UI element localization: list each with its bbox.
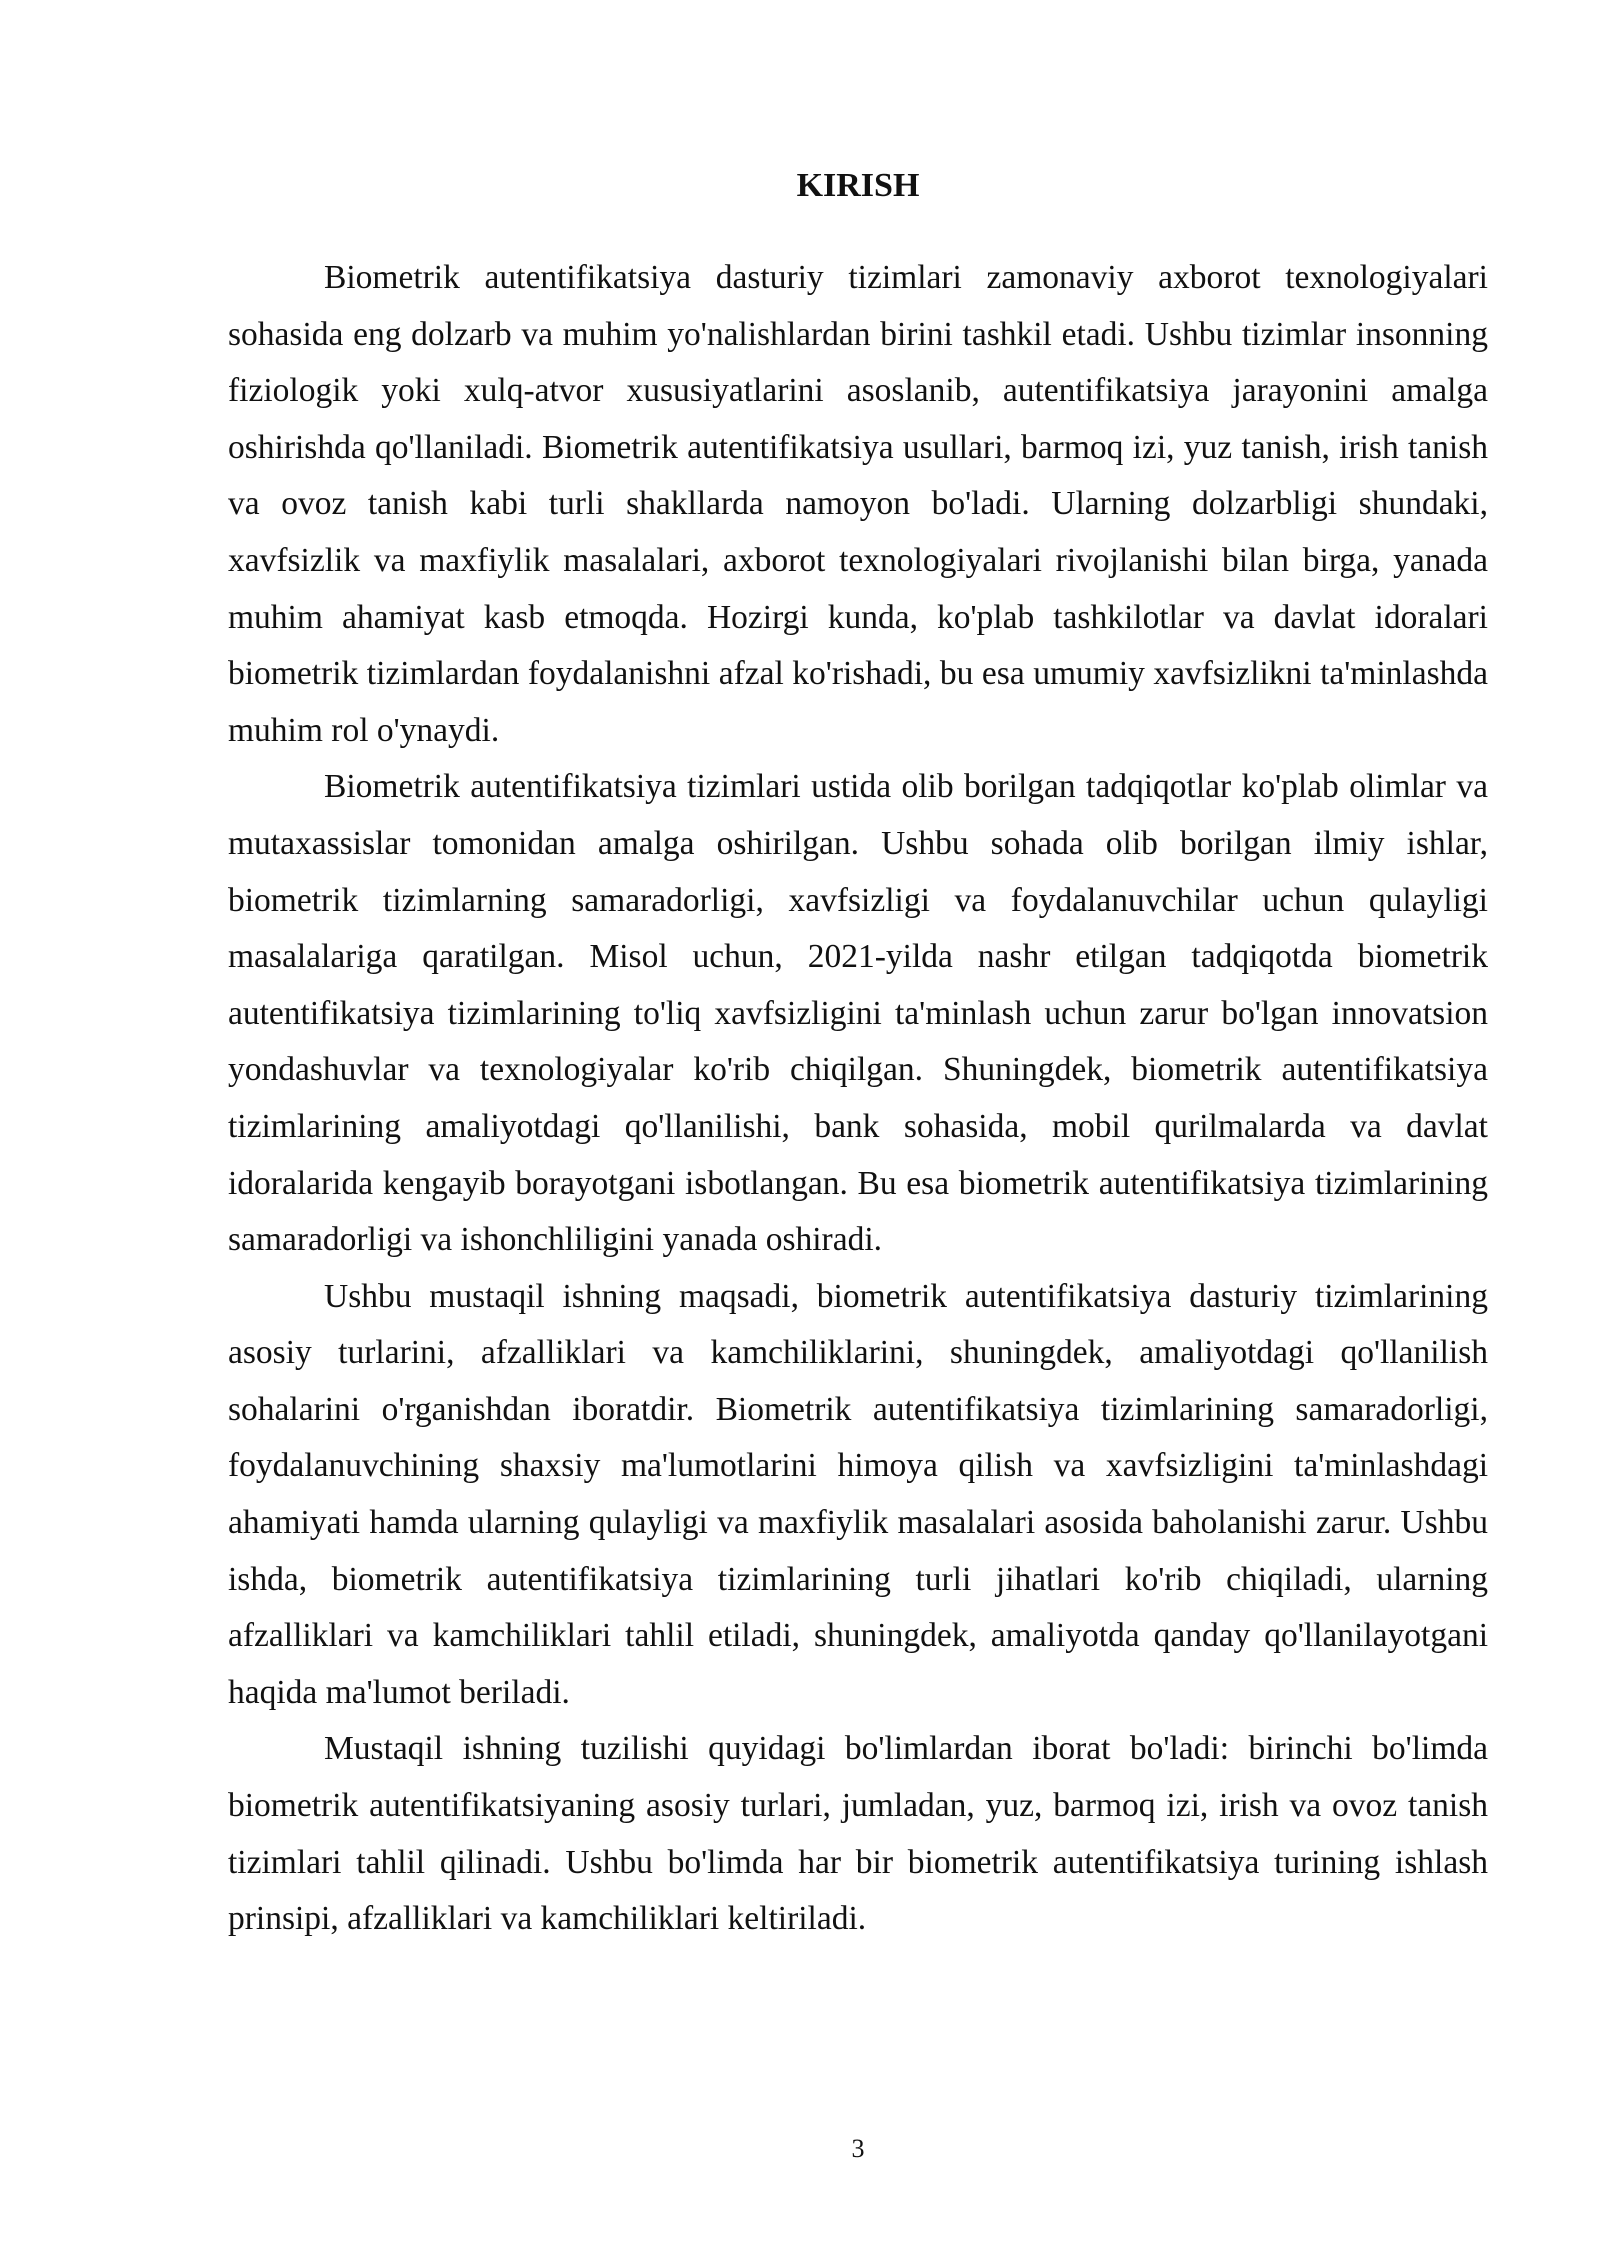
page-number: 3 (851, 2134, 865, 2163)
paragraph-4: Mustaqil ishning tuzilishi quyidagi bo'limlardan iborat bo'ladi: birinchi bo'limda biometrik autentifikatsiyaning asosiy turlari, jumladan, yuz, barmoq izi, irish va ovoz tanish tizimlari tahlil qilinadi. Ushbu bo'limda har bir biometrik autentifikatsiya turining ishlash prinsipi, afzalliklari va kamchiliklari keltiriladi. (228, 1730, 1488, 1938)
paragraph-3: Ushbu mustaqil ishning maqsadi, biometrik autentifikatsiya dasturiy tizimlarining asosiy turlarini, afzalliklari va kamchiliklarini, shuningdek, amaliyotdagi qo'llanilish sohalarini o'rganishdan iboratdir. Biometrik autentifikatsiya tizimlarining samaradorligi, foydalanuvchining shaxsiy ma'lumotlarini himoya qilish va xavfsizligini ta'minlashdagi ahamiyati hamda ularning qulayligi va maxfiylik masalalari asosida baholanishi zarur. Ushbu ishda, biometrik autentifikatsiya tizimlarining turli jihatlari ko'rib chiqiladi, ularning afzalliklari va kamchiliklari tahlil etiladi, shuningdek, amaliyotda qanday qo'llanilayotgani haqida ma'lumot beriladi. (228, 1277, 1488, 1711)
paragraph-2: Biometrik autentifikatsiya tizimlari ustida olib borilgan tadqiqotlar ko'plab olimlar va mutaxassislar tomonidan amalga oshirilgan. Ushbu sohada olib borilgan ilmiy ishlar, biometrik tizimlarning samaradorligi, xavfsizligi va foydalanuvchilar uchun qulayligi masalalariga qaratilgan. Misol uchun, 2021-yilda nashr etilgan tadqiqotda biometrik autentifikatsiya tizimlarining to'liq xavfsizligini ta'minlash uchun zarur bo'lgan innovatsion yondashuvlar va texnologiyalar ko'rib chiqilgan. Shuningdek, biometrik autentifikatsiya tizimlarining amaliyotdagi qo'llanilishi, bank sohasida, mobil qurilmalarda va davlat idoralarida kengayib borayotgani isbotlangan. Bu esa biometrik autentifikatsiya tizimlarining samaradorligi va ishonchliligini yanada oshiradi. (228, 768, 1488, 1259)
body-text (228, 250, 1488, 1948)
page-heading: KIRISH (796, 167, 920, 204)
paragraph-1: Biometrik autentifikatsiya dasturiy tizimlari zamonaviy axborot texnologiyalari sohasida eng dolzarb va muhim yo'nalishlardan birini tashkil etadi. Ushbu tizimlar insonning fiziologik yoki xulq-atvor xususiyatlarini asoslanib, autentifikatsiya jarayonini amalga oshirishda qo'llaniladi. Biometrik autentifikatsiya usullari, barmoq izi, yuz tanish, irish tanish va ovoz tanish kabi turli shakllarda namoyon bo'ladi. Ularning dolzarbligi shundaki, xavfsizlik va maxfiylik masalalari, axborot texnologiyalari rivojlanishi bilan birga, yanada muhim ahamiyat kasb etmoqda. Hozirgi kunda, ko'plab tashkilotlar va davlat idoralari biometrik tizimlardan foydalanishni afzal ko'rishadi, bu esa umumiy xavfsizlikni ta'minlashda muhim rol o'ynaydi. (228, 259, 1488, 749)
